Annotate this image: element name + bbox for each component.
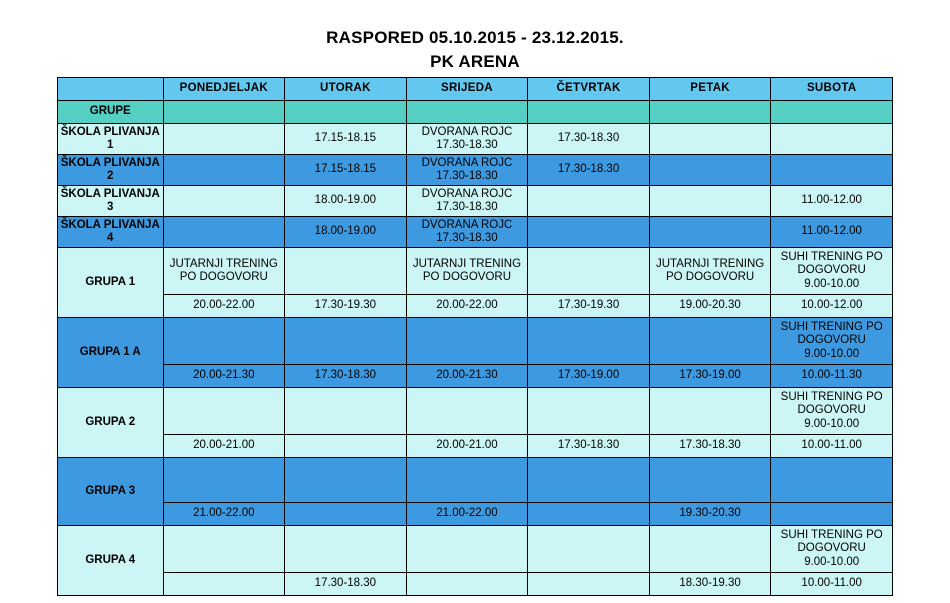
schedule-cell: JUTARNJI TRENING PO DOGOVORU [406,248,528,295]
header-day-subota: SUBOTA [771,78,893,101]
schedule-cell: 17.30-19.30 [528,295,650,318]
schedule-table-wrapper [57,77,893,596]
schedule-cell [285,503,407,526]
schedule-cell: 20.00-21.30 [406,365,528,388]
row-label: GRUPA 4 [58,526,164,596]
schedule-cell [285,435,407,458]
row-label: GRUPA 1 A [58,318,164,388]
schedule-cell: 20.00-22.00 [163,295,285,318]
row-label: ŠKOLA PLIVANJA 1 [58,124,164,155]
table-row [58,458,893,503]
schedule-cell: 17.30-18.30 [285,365,407,388]
header-row [58,78,893,101]
schedule-cell [406,526,528,573]
schedule-cell: 18.00-19.00 [285,186,407,217]
row-label: ŠKOLA PLIVANJA 4 [58,217,164,248]
schedule-cell [406,388,528,435]
schedule-cell [528,248,650,295]
schedule-cell [285,458,407,503]
schedule-cell [406,101,528,124]
schedule-cell: 20.00-22.00 [406,295,528,318]
header-day-utorak: UTORAK [285,78,407,101]
schedule-cell [528,318,650,365]
schedule-cell [285,248,407,295]
schedule-cell: 20.00-21.00 [163,435,285,458]
header-day-srijeda: SRIJEDA [406,78,528,101]
schedule-cell [163,526,285,573]
row-label: GRUPA 1 [58,248,164,318]
title-block [0,0,950,72]
table-body [58,101,893,596]
table-row [58,365,893,388]
schedule-cell [649,101,771,124]
schedule-cell: SUHI TRENING PO DOGOVORU 9.00-10.00 [771,318,893,365]
schedule-cell [528,503,650,526]
table-row [58,388,893,435]
schedule-cell [649,388,771,435]
schedule-cell [528,186,650,217]
schedule-cell: 17.15-18.15 [285,124,407,155]
schedule-table [57,77,893,596]
schedule-cell [649,526,771,573]
schedule-cell [406,458,528,503]
schedule-cell: 17.30-19.00 [528,365,650,388]
schedule-cell [649,318,771,365]
table-head [58,78,893,101]
schedule-cell: JUTARNJI TRENING PO DOGOVORU [649,248,771,295]
schedule-cell: JUTARNJI TRENING PO DOGOVORU [163,248,285,295]
schedule-cell [528,458,650,503]
schedule-cell [528,388,650,435]
schedule-cell: DVORANA ROJC 17.30-18.30 [406,186,528,217]
schedule-cell: DVORANA ROJC 17.30-18.30 [406,217,528,248]
table-row [58,318,893,365]
schedule-cell: 21.00-22.00 [163,503,285,526]
schedule-cell [285,318,407,365]
schedule-cell: SUHI TRENING PO DOGOVORU 9.00-10.00 [771,248,893,295]
row-label: ŠKOLA PLIVANJA 2 [58,155,164,186]
schedule-cell: 21.00-22.00 [406,503,528,526]
schedule-cell [163,573,285,596]
header-day-ponedjeljak: PONEDJELJAK [163,78,285,101]
schedule-cell: DVORANA ROJC 17.30-18.30 [406,155,528,186]
schedule-cell [285,388,407,435]
page-subtitle: PK ARENA [430,52,520,71]
schedule-cell [406,573,528,596]
schedule-cell: 18.00-19.00 [285,217,407,248]
schedule-cell [771,458,893,503]
schedule-cell: 11.00-12.00 [771,186,893,217]
schedule-cell [528,217,650,248]
schedule-cell [528,526,650,573]
schedule-cell: 17.30-18.30 [528,435,650,458]
row-label: GRUPA 2 [58,388,164,458]
schedule-cell [649,155,771,186]
schedule-cell: 20.00-21.00 [406,435,528,458]
schedule-cell: DVORANA ROJC 17.30-18.30 [406,124,528,155]
schedule-cell: 10.00-11.30 [771,365,893,388]
schedule-cell: 10.00-11.00 [771,435,893,458]
header-day-petak: PETAK [649,78,771,101]
schedule-cell: SUHI TRENING PO DOGOVORU 9.00-10.00 [771,526,893,573]
schedule-cell [649,186,771,217]
table-row [58,435,893,458]
schedule-cell: 17.30-18.30 [285,573,407,596]
schedule-cell: 17.30-19.30 [285,295,407,318]
schedule-cell: 10.00-12.00 [771,295,893,318]
schedule-cell [649,124,771,155]
schedule-cell [163,217,285,248]
schedule-cell [285,101,407,124]
header-corner [58,78,164,101]
schedule-cell [163,101,285,124]
schedule-cell: 17.15-18.15 [285,155,407,186]
schedule-cell: 19.30-20.30 [649,503,771,526]
schedule-cell [771,124,893,155]
table-row [58,503,893,526]
table-row [58,295,893,318]
row-label: GRUPE [58,101,164,124]
table-row [58,217,893,248]
schedule-cell [406,318,528,365]
schedule-cell [163,318,285,365]
schedule-cell [771,155,893,186]
row-label: ŠKOLA PLIVANJA 3 [58,186,164,217]
table-row [58,248,893,295]
header-day-cetvrtak: ČETVRTAK [528,78,650,101]
table-row [58,124,893,155]
row-label: GRUPA 3 [58,458,164,526]
schedule-cell [285,526,407,573]
schedule-cell [163,186,285,217]
schedule-cell [771,101,893,124]
table-row [58,101,893,124]
schedule-cell: 17.30-18.30 [528,124,650,155]
table-row [58,186,893,217]
schedule-cell [649,458,771,503]
schedule-cell: 10.00-11.00 [771,573,893,596]
schedule-cell: 18.30-19.30 [649,573,771,596]
table-row [58,526,893,573]
schedule-cell: 17.30-18.30 [649,435,771,458]
schedule-cell: SUHI TRENING PO DOGOVORU 9.00-10.00 [771,388,893,435]
schedule-cell [528,101,650,124]
schedule-cell: 19.00-20.30 [649,295,771,318]
schedule-cell [163,388,285,435]
schedule-cell: 17.30-18.30 [528,155,650,186]
page-title: RASPORED 05.10.2015 - 23.12.2015. [326,28,624,47]
table-row [58,155,893,186]
schedule-cell: 20.00-21.30 [163,365,285,388]
schedule-cell [649,217,771,248]
table-row [58,573,893,596]
schedule-cell [163,155,285,186]
schedule-cell [528,573,650,596]
schedule-cell [163,458,285,503]
schedule-cell [771,503,893,526]
schedule-cell [163,124,285,155]
schedule-cell: 11.00-12.00 [771,217,893,248]
schedule-cell: 17.30-19.00 [649,365,771,388]
